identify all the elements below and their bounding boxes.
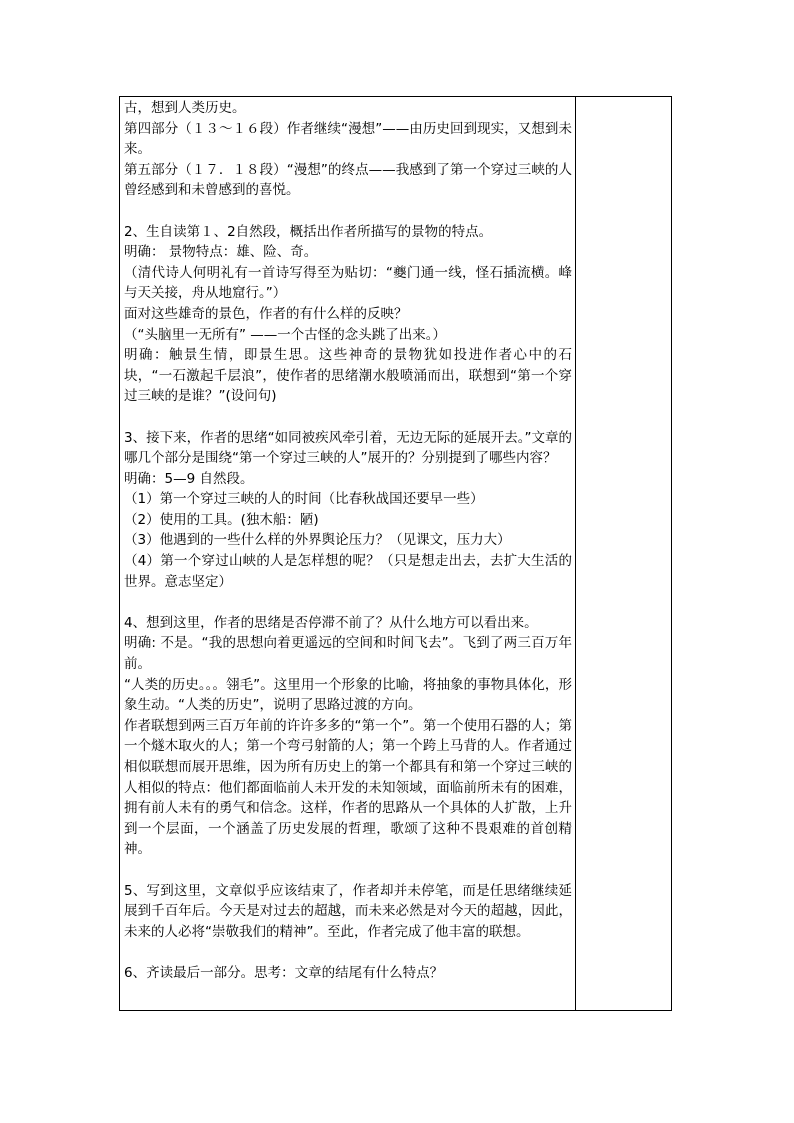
- notes-cell: [576, 96, 671, 1011]
- paragraph: 作者联想到两三百万年前的许许多多的“第一个”。第一个使用石器的人；第一个燧木取火的人；第一个弯弓射箭的人；第一个跨上马背的人。作者通过相似联想而展开思维，因为所有历史上的第一个都具有和第一个穿过三峡的人相似的特点：他们都面临前人未开发的未知领域，面临前所未有的困难，拥有前人未有的勇气和信念。这样，作者的思路从一个具体的人扩散，上升到一个层面，一个涵盖了历史发展的哲理，歌颂了这种不畏艰难的首创精神。: [124, 717, 572, 858]
- paragraph: 第五部分（１７．１８段）“漫想”的终点——我感到了第一个穿过三峡的人曾经感到和未曾感到的喜悦。: [124, 161, 572, 199]
- paragraph: 第四部分（１３～１６段）作者继续“漫想”——由历史回到现实，又想到未来。: [124, 120, 572, 158]
- blank-line: [124, 860, 572, 881]
- paragraph: 明确： 景物特点：雄、险、奇。: [124, 244, 318, 261]
- blank-line: [124, 592, 572, 613]
- paragraph: 明确：5—9 自然段。: [124, 470, 254, 487]
- paragraph: （2）使用的工具。(独木船：陋): [124, 511, 319, 528]
- blank-line: [124, 201, 572, 222]
- paragraph: （4）第一个穿过山峡的人是怎样想的呢？（只是想走出去，去扩大生活的世界。意志坚定）: [124, 553, 572, 590]
- paragraph: 2、生自读第１、2自然段，概括出作者所描写的景物的特点。: [124, 223, 493, 240]
- paragraph: （清代诗人何明礼有一首诗写得至为贴切：“夔门通一线，怪石插流横。峰与天关接，舟从地窟行。”）: [124, 264, 572, 302]
- paragraph: 5、写到这里，文章似乎应该结束了，作者却并未停笔，而是任思绪继续延展到千百年后。今天是对过去的超越，而未来必然是对今天的超越，因此，未来的人必将“崇敬我们的精神”。至此，作者完成了他丰富的联想。: [124, 882, 572, 940]
- paragraph: 3、接下来，作者的思绪“如同被疾风牵引着，无边无际的延展开去。”文章的哪几个部分是围绕“第一个穿过三峡的人”展开的？分别提到了哪些内容？: [124, 429, 572, 467]
- paragraph: “人类的历史。。。翎毛”。这里用一个形象的比喻，将抽象的事物具体化，形象生动。“人类的历史”，说明了思路过渡的方向。: [124, 676, 572, 714]
- paragraph: 明确：触景生情，即景生思。这些神奇的景物犹如投进作者心中的石块，“一石激起千层浪”，使作者的思绪潮水般喷涌而出，联想到“第一个穿过三峡的是谁？”(设问句): [124, 347, 572, 405]
- paragraph: 面对这些雄奇的景色，作者的有什么样的反映？: [124, 305, 408, 322]
- paragraph: （1）第一个穿过三峡的人的时间（比春秋战国还要早一些）: [124, 491, 484, 508]
- paragraph: 古，想到人类历史。: [124, 100, 246, 116]
- lesson-content: [124, 98, 572, 984]
- paragraph: 6、齐读最后一部分。思考：文章的结尾有什么特点？: [124, 964, 444, 981]
- paragraph: （“头脑里一无所有” ——一个古怪的念头跳了出来。）: [124, 326, 447, 343]
- blank-line: [124, 942, 572, 963]
- blank-line: [124, 407, 572, 428]
- paragraph: （3）他遇到的一些什么样的外界舆论压力？（见课文，压力大）: [124, 532, 511, 549]
- paragraph: 4、想到这里，作者的思绪是否停滞不前了？从什么地方可以看出来。: [124, 614, 538, 631]
- paragraph: 明确: 不是。“我的思想向着更遥远的空间和时间飞去”。飞到了两三百万年前。: [124, 635, 572, 673]
